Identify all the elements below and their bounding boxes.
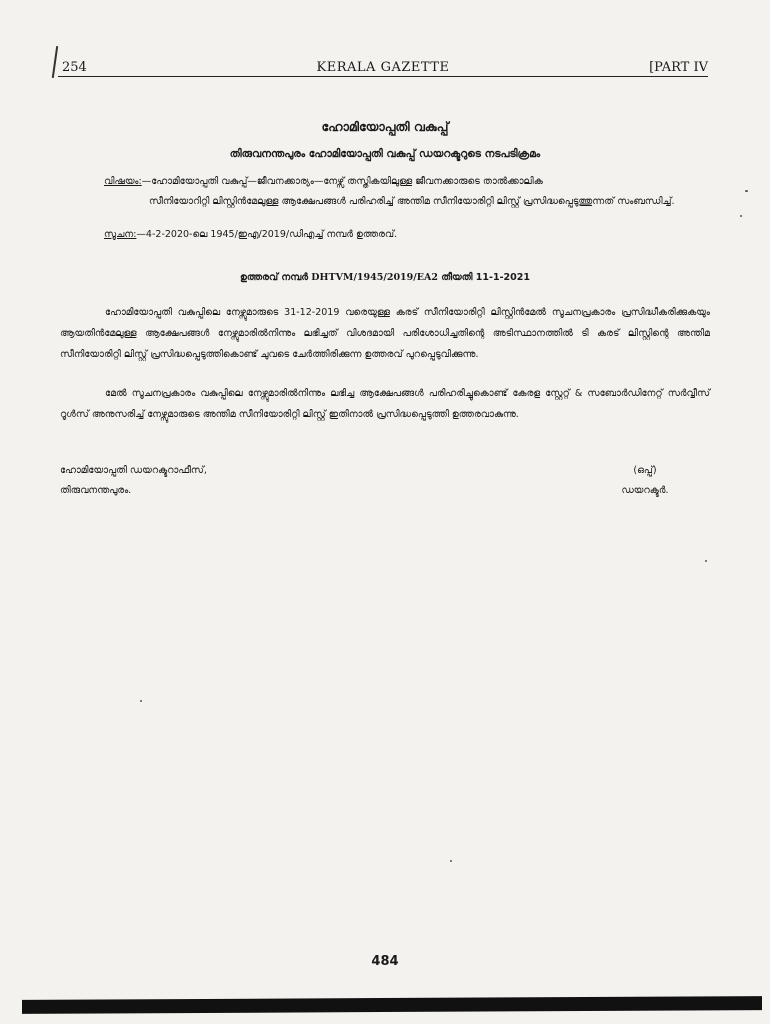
office-title: തിരുവനന്തപുരം ഹോമിയോപ്പതി വകുപ്പ് ഡയറക്ടറുടെ നടപടിക്രമം: [229, 148, 541, 160]
reference-block: [104, 229, 704, 240]
signatory-title: ഡയറക്ടർ.: [621, 485, 669, 496]
issuing-office-line-2: തിരുവനന്തപുരം.: [60, 485, 132, 496]
paragraph-1: [60, 302, 710, 365]
scan-speck: [745, 190, 748, 192]
subject-text: —ഹോമിയോപ്പതി വകുപ്പ്—ജീവനക്കാര്യം—നേഴ്സ് തസ്തികയിലുള്ള ജീവനക്കാരുടെ താൽക്കാലിക: [141, 176, 543, 187]
subject-label: വിഷയം:: [104, 176, 142, 187]
header-rule: [58, 76, 708, 77]
issuing-office-line-1: ഹോമിയോപ്പതി ഡയറക്ടറാഫീസ്,: [60, 465, 207, 476]
paragraph-1-text: ഹോമിയോപ്പതി വകുപ്പിലെ നേഴ്സുമാരുടെ 31-12-2019 വരെയുള്ള കരട് സീനിയോരിറ്റി ലിസ്റ്റിൻമേൽ സൂചനപ്രകാരം പ്രസിദ്ധീകരിക്കുകയും ആയതിൻമേലുള്ള ആക്ഷേപങ്ങൾ നേഴ്സുമാരിൽനിന്നും ലഭിച്ചത് വിശദമായി പരിശോധിച്ചതിന്റെ അടിസ്ഥാനത്തിൽ ടി കരട് ലിസ്റ്റിന്റെ അന്തിമ സീനിയോരിറ്റി ലിസ്റ്റ് പ്രസിദ്ധപ്പെടുത്തികൊണ്ട് ചുവടെ ചേർത്തിരിക്കുന്ന ഉത്തരവ് പുറപ്പെടുവിക്കുന്നു.: [60, 307, 710, 360]
subject-block: [104, 172, 716, 212]
order-date: 11-1-2021: [475, 272, 530, 283]
header-title: KERALA GAZETTE: [316, 60, 450, 75]
subject-continuation: സീനിയോറിറ്റി ലിസ്റ്റിൻമേലുള്ള ആക്ഷേപങ്ങൾ പരിഹരിച്ച് അന്തിമ സീനിയോരിറ്റി ലിസ്റ്റ് പ്രസിദ്ധപ്പെടുത്തുന്നത് സംബന്ധിച്ച്.: [149, 196, 675, 207]
scan-speck: [740, 215, 742, 217]
date-label: തീയതി: [441, 272, 473, 283]
header-part: [PART IV: [649, 60, 708, 75]
scan-speck: [705, 560, 707, 562]
footer-page-number: 484: [371, 954, 399, 969]
issuing-office: [60, 461, 207, 501]
scan-speck: [140, 700, 142, 702]
reference-label: സൂചന:: [104, 229, 137, 240]
order-line: [0, 272, 770, 283]
reference-text: —4-2-2020-ലെ 1945/ഇഎ/2019/ഡിഎച്ച് നമ്പർ ഉത്തരവ്.: [136, 229, 398, 240]
order-prefix: ഉത്തരവ് നമ്പർ: [240, 272, 308, 283]
signature-block: [600, 461, 690, 501]
page-header: [58, 60, 708, 76]
scan-speck: [450, 860, 452, 862]
scan-edge-band: [22, 996, 762, 1014]
paragraph-2: [60, 383, 710, 425]
signature-mark: (ഒപ്പ്): [633, 465, 657, 476]
header-page-number: 254: [62, 60, 87, 75]
paragraph-2-text: മേൽ സൂചനപ്രകാരം വകുപ്പിലെ നേഴ്സുമാരിൽനിന്നും ലഭിച്ച ആക്ഷേപങ്ങൾ പരിഹരിച്ചുകൊണ്ട് കേരള സ്റ്റേറ്റ് & സബോർഡിനേറ്റ് സർവ്വീസ് റൂൾസ് അനുസരിച്ച് നേഴ്സുമാരുടെ അന്തിമ സീനിയോരിറ്റി ലിസ്റ്റ് ഇതിനാൽ പ്രസിദ്ധപ്പെടുത്തി ഉത്തരവാകുന്നു.: [60, 388, 710, 420]
department-title: ഹോമിയോപ്പതി വകുപ്പ്: [321, 119, 449, 134]
order-number: DHTVM/1945/2019/EA2: [311, 272, 438, 283]
